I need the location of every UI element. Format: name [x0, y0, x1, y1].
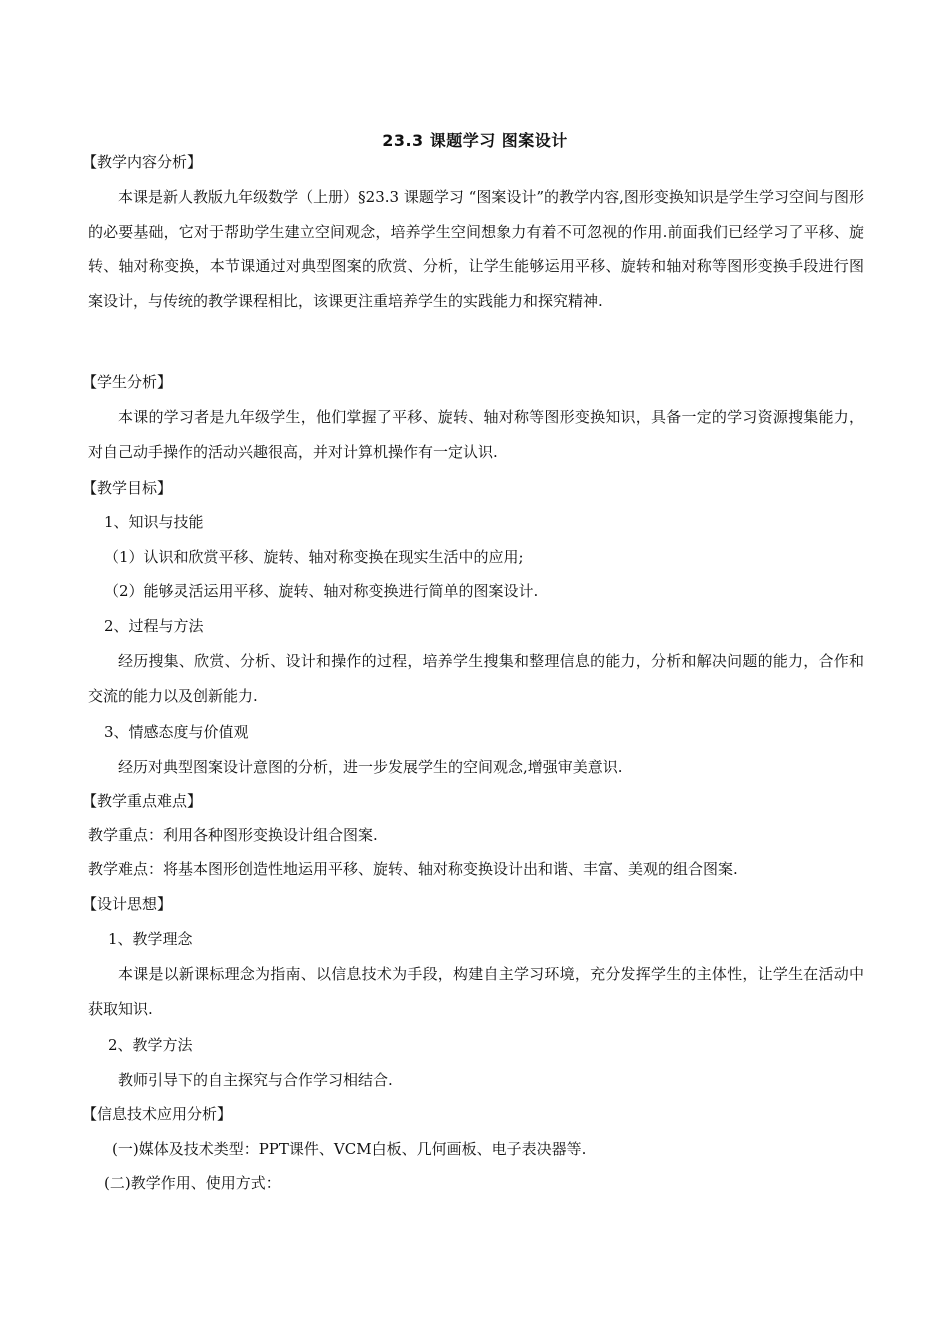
paragraph-design-philosophy: 本课是以新课标理念为指南、以信息技术为手段，构建自主学习环境，充分发挥学生的主体性，让学生在活动中获取知识.	[88, 965, 864, 1018]
document-title: 23.3 课题学习 图案设计	[382, 131, 568, 150]
heading-it-analysis: 【信息技术应用分析】	[82, 1105, 233, 1123]
teaching-difficulty: 教学难点：将基本图形创造性地运用平移、旋转、轴对称变换设计出和谐、丰富、美观的组合图案.	[88, 860, 738, 878]
design-method: 2、教学方法	[108, 1036, 193, 1054]
paragraph-content-analysis: 本课是新人教版九年级数学（上册）§23.3 课题学习 “图案设计”的教学内容,图形变换知识是学生学习空间与图形的必要基础，它对于帮助学生建立空间观念，培养学生空间想象力有着不可忽视的作用.前面我们已经学习了平移、旋转、轴对称变换，本节课通过对典型图案的欣赏、分析，让学生能够运用平移、旋转和轴对称等图形变换手段进行图案设计，与传统的教学课程相比，该课更注重培养学生的实践能力和探究精神.	[88, 188, 864, 310]
paragraph-process-methods: 经历搜集、欣赏、分析、设计和操作的过程，培养学生搜集和整理信息的能力，分析和解决问题的能力，合作和交流的能力以及创新能力.	[88, 652, 864, 705]
heading-key-points: 【教学重点难点】	[82, 792, 203, 810]
paragraph-attitude-values: 经历对典型图案设计意图的分析，进一步发展学生的空间观念,增强审美意识.	[118, 758, 623, 776]
paragraph-design-method: 教师引导下的自主探究与合作学习相结合.	[118, 1071, 393, 1089]
objective-knowledge-sub1: （1）认识和欣赏平移、旋转、轴对称变换在现实生活中的应用;	[104, 548, 524, 566]
objective-knowledge-skills: 1、知识与技能	[104, 513, 204, 531]
heading-content-analysis: 【教学内容分析】	[82, 153, 203, 171]
design-philosophy: 1、教学理念	[108, 930, 193, 948]
heading-design: 【设计思想】	[82, 895, 173, 913]
paragraph-student-analysis: 本课的学习者是九年级学生，他们掌握了平移、旋转、轴对称等图形变换知识，具备一定的学习资源搜集能力，对自己动手操作的活动兴趣很高，并对计算机操作有一定认识.	[88, 408, 864, 461]
objective-knowledge-sub2: （2）能够灵活运用平移、旋转、轴对称变换进行简单的图案设计.	[104, 582, 539, 600]
heading-student-analysis: 【学生分析】	[82, 373, 173, 391]
objective-process-methods: 2、过程与方法	[104, 617, 204, 635]
it-usage: (二)教学作用、使用方式：	[104, 1174, 281, 1192]
teaching-focus: 教学重点：利用各种图形变换设计组合图案.	[88, 826, 378, 844]
it-media-types: (一)媒体及技术类型：PPT课件、VCM白板、几何画板、电子表决器等.	[112, 1140, 587, 1158]
objective-attitude-values: 3、情感态度与价值观	[104, 723, 249, 741]
heading-objectives: 【教学目标】	[82, 479, 173, 497]
